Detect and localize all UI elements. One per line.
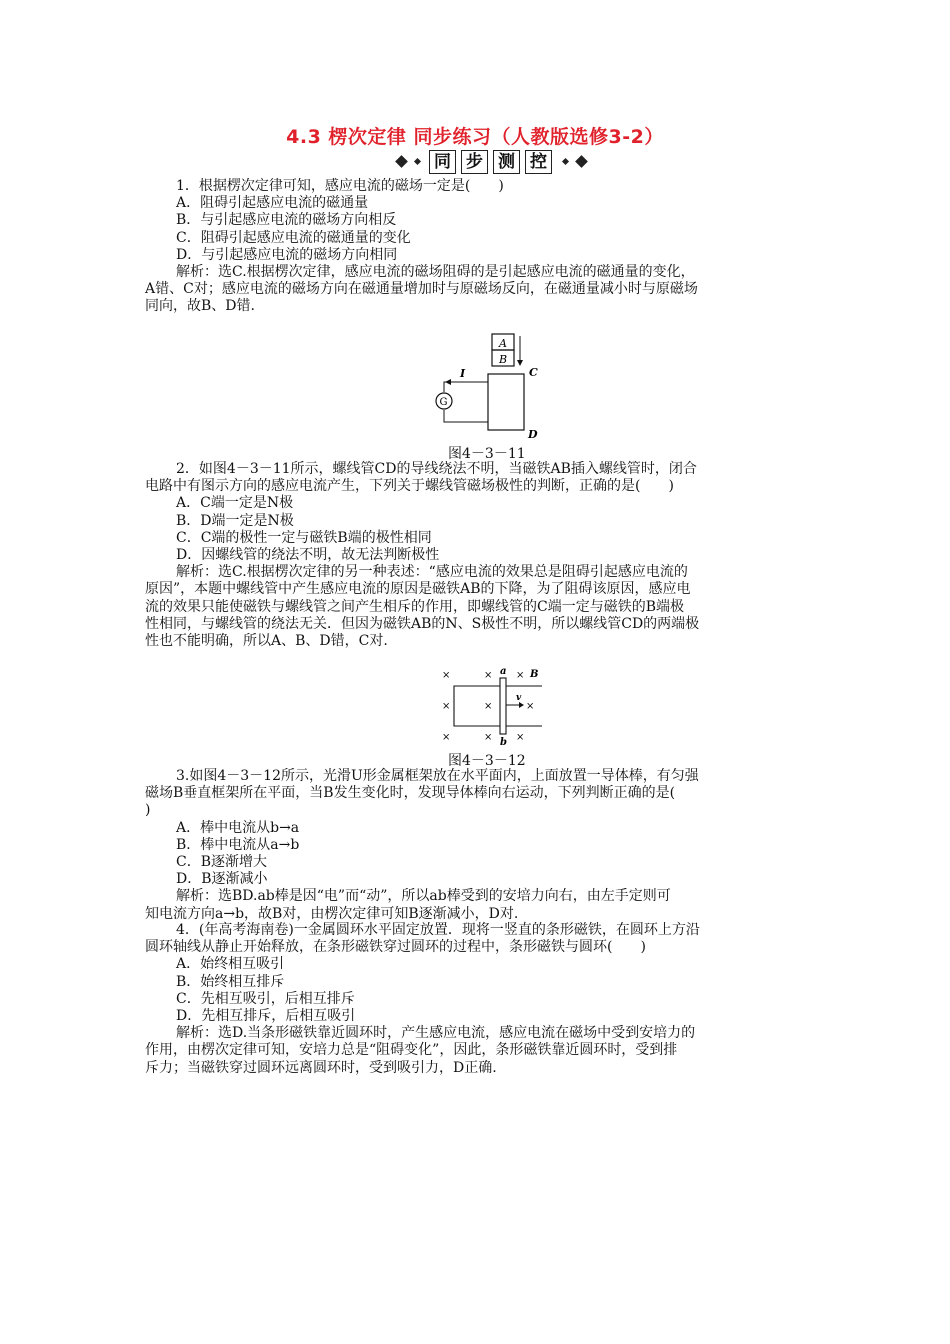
question-stem: 1．根据楞次定律可知，感应电流的磁场一定是( )	[176, 178, 504, 194]
analysis-line: 解析：选D.当条形磁铁靠近圆环时，产生感应电流，感应电流在磁场中受到安培力的	[176, 1025, 696, 1042]
option-d: D．与引起感应电流的磁场方向相同	[176, 246, 398, 263]
analysis-line: 解析：选C.根据楞次定律的另一种表述：“感应电流的效果总是阻碍引起感应电流的	[176, 564, 688, 581]
label-b: b	[500, 737, 507, 748]
analysis-line: 同向，故B、D错.	[145, 298, 255, 315]
label-d: D	[528, 428, 538, 441]
question-stem: 磁场B垂直框架所在平面，当B发生变化时，发现导体棒向右运动，下列判断正确的是(	[145, 785, 676, 802]
label-c: C	[529, 366, 538, 379]
field-x-mark: ×	[442, 670, 451, 681]
analysis-line: A错、C对；感应电流的磁场方向在磁通量增加时与原磁场反向，在磁通量减小时与原磁场	[145, 281, 698, 298]
option-c: C．阻碍引起感应电流的磁通量的变化	[176, 229, 411, 246]
label-b: B	[499, 353, 508, 366]
field-x-mark: ×	[526, 701, 535, 712]
option-b: B．棒中电流从a→b	[176, 836, 300, 853]
option-a: A．棒中电流从b→a	[176, 819, 300, 836]
option-b: B．始终相互排斥	[176, 973, 285, 990]
figure-caption: 图4－3－11	[448, 446, 526, 462]
banner-char: 控	[525, 150, 552, 174]
analysis-line: 流的效果只能使磁铁与螺线管之间产生相斥的作用，即螺线管的C端一定与磁铁的B端极	[145, 598, 684, 615]
option-a: A．C端一定是N极	[176, 495, 294, 512]
option-a: A．阻碍引起感应电流的磁通量	[176, 195, 369, 212]
question-stem: )	[145, 802, 151, 819]
field-x-mark: ×	[442, 701, 451, 712]
field-x-mark: ×	[484, 670, 493, 681]
label-g: G	[439, 397, 448, 408]
label-i: I	[460, 367, 466, 380]
option-d: D．B逐渐减小	[176, 871, 268, 888]
banner-char: 步	[461, 150, 488, 174]
field-x-mark: ×	[484, 732, 493, 743]
field-x-mark: ×	[516, 670, 525, 681]
option-d: D．先相互排斥，后相互吸引	[176, 1007, 356, 1024]
analysis-line: 斥力；当磁铁穿过圆环远离圆环时，受到吸引力，D正确.	[145, 1059, 497, 1076]
solenoid-box	[488, 374, 524, 430]
arrowhead-icon	[519, 702, 524, 708]
arrowhead-icon	[517, 360, 523, 366]
banner-char: 测	[493, 150, 520, 174]
analysis-line: 解析：选C.根据楞次定律，感应电流的磁场阻碍的是引起感应电流的磁通量的变化，	[176, 263, 695, 280]
analysis-line: 知电流方向a→b，故B对，由楞次定律可知B逐渐减小，D对.	[145, 905, 519, 922]
field-x-mark: ×	[516, 732, 525, 743]
question-2	[145, 461, 813, 650]
banner-char: 同	[429, 150, 456, 174]
banner-diamond-small-icon	[414, 158, 421, 165]
field-x-mark: ×	[484, 701, 493, 712]
option-b: B．与引起感应电流的磁场方向相反	[176, 212, 397, 229]
question-1	[145, 178, 813, 316]
option-a: A．始终相互吸引	[176, 956, 285, 973]
question-stem: 3.如图4－3－12所示，光滑U形金属框架放在水平面内，上面放置一导体棒，有匀强	[176, 768, 699, 784]
option-b: B．D端一定是N极	[176, 512, 294, 529]
question-stem: 圆环轴线从静止开始释放，在条形磁铁穿过圆环的过程中，条形磁铁与圆环( )	[145, 939, 646, 956]
banner-diamond-icon	[575, 155, 588, 168]
page-title: 4.3 楞次定律 同步练习（人教版选修3-2）	[286, 126, 664, 148]
question-3	[145, 768, 813, 923]
question-4	[145, 922, 813, 1077]
option-c: C．B逐渐增大	[176, 853, 267, 870]
analysis-line: 解析：选BD.ab棒是因“电”而“动”，所以ab棒受到的安培力向右，由左手定则可	[176, 888, 671, 905]
option-c: C．先相互吸引，后相互排斥	[176, 990, 355, 1007]
label-a: A	[499, 337, 507, 350]
figure-u-frame-diagram	[436, 664, 548, 748]
option-d: D．因螺线管的绕法不明，故无法判断极性	[176, 546, 440, 563]
analysis-line: 性也不能明确，所以A、B、D错，C对.	[145, 632, 388, 649]
label-a: a	[500, 666, 507, 677]
conductor-rod	[500, 678, 506, 734]
banner-diamond-small-icon	[562, 158, 569, 165]
section-banner	[395, 150, 595, 174]
current-arrow-icon	[445, 379, 451, 385]
figure-caption: 图4－3－12	[448, 753, 526, 769]
analysis-line: 性相同，与螺线管的绕法无关．但因为磁铁AB的N、S极性不明，所以螺线管CD的两端极	[145, 615, 700, 632]
banner-diamond-icon	[395, 155, 408, 168]
label-field-b: B	[530, 669, 539, 680]
question-stem: 2．如图4－3－11所示，螺线管CD的导线绕法不明，当磁铁AB插入螺线管时，闭合	[176, 461, 697, 477]
wire-bottom	[444, 410, 488, 422]
field-x-mark: ×	[442, 732, 451, 743]
figure-solenoid-diagram	[430, 330, 550, 442]
analysis-line: 原因”，本题中螺线管中产生感应电流的原因是磁铁AB的下降，为了阻碍该原因，感应电	[145, 581, 691, 598]
option-c: C．C端的极性一定与磁铁B端的极性相同	[176, 529, 432, 546]
question-stem: 4．(年高考海南卷)一金属圆环水平固定放置．现将一竖直的条形磁铁，在圆环上方沿	[176, 922, 700, 938]
label-v: v	[516, 693, 522, 703]
question-stem: 电路中有图示方向的感应电流产生，下列关于螺线管磁场极性的判断，正确的是( )	[145, 478, 674, 495]
analysis-line: 作用，由楞次定律可知，安培力总是“阻碍变化”，因此，条形磁铁靠近圆环时，受到排	[145, 1042, 678, 1059]
